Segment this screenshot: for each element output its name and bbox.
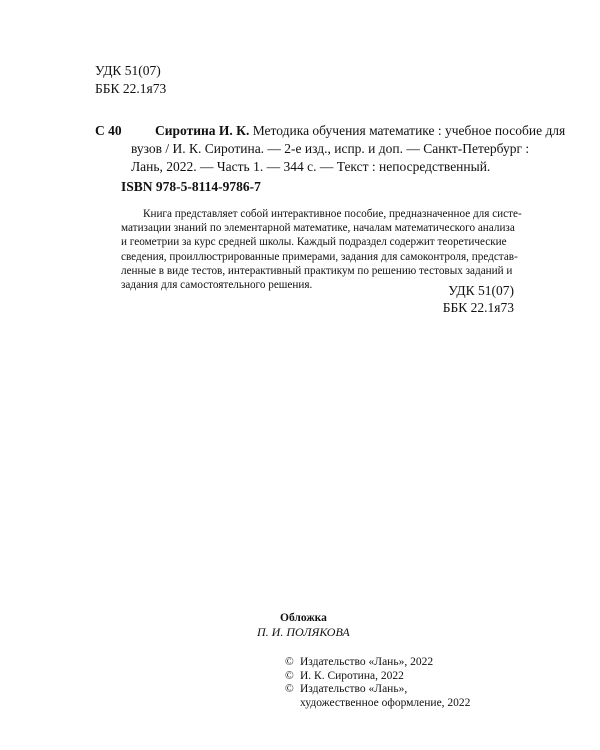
biblio-title: Методика обучения математике : учебное пособие для <box>249 123 566 138</box>
copyright-icon: © <box>285 683 294 695</box>
copyright-text: И. К. Сиротина, 2022 <box>300 669 404 682</box>
biblio-line-2: вузов / И. К. Сиротина. — 2-е изд., испр. и доп. — Санкт-Петербург : <box>131 141 530 156</box>
udk-code-bottom: УДК 51(07) <box>448 283 514 298</box>
biblio-line-3: Лань, 2022. — Часть 1. — 344 с. — Текст : непосредственный. <box>131 159 491 174</box>
copyright-text: Издательство «Лань», <box>300 683 408 695</box>
annotation <box>121 207 521 292</box>
biblio-line-1 <box>155 122 566 140</box>
annotation-line: и геометрии за курс средней школы. Каждый подраздел содержит теоретические <box>121 236 507 249</box>
copyright-author <box>285 670 470 684</box>
copyright-text: Издательство «Лань», 2022 <box>300 656 434 668</box>
author-mark: С 40 <box>95 123 122 138</box>
copyright-icon: © <box>285 656 294 668</box>
annotation-line: ленные в виде тестов, интерактивный практикум по решению тестовых заданий и <box>121 264 513 277</box>
cover-label: Обложка <box>280 612 327 624</box>
copyright-design <box>285 683 470 697</box>
isbn: ISBN 978-5-8114-9786-7 <box>121 179 261 194</box>
copyright-icon: © <box>285 669 294 682</box>
annotation-line: задания для самостоятельного решения. <box>121 279 313 292</box>
copyright-publisher <box>285 656 470 670</box>
bbk-code-bottom: ББК 22.1я73 <box>442 300 514 315</box>
annotation-line: сведения, проиллюстрированные примерами, задания для самоконтроля, представ- <box>121 250 518 263</box>
udk-code: УДК 51(07) <box>95 63 161 78</box>
annotation-line: Книга представляет собой интерактивное пособие, предназначенное для систе- <box>143 208 522 220</box>
biblio-author: Сиротина И. К. <box>155 123 250 138</box>
bbk-code: ББК 22.1я73 <box>95 81 167 96</box>
bibliographic-record <box>131 122 566 176</box>
cover-designer: П. И. ПОЛЯКОВА <box>257 625 350 639</box>
copyright-block <box>285 656 470 710</box>
annotation-line: матизации знаний по элементарной математике, началам математического анализа <box>121 222 515 235</box>
copyright-design-cont: художественное оформление, 2022 <box>300 696 471 709</box>
